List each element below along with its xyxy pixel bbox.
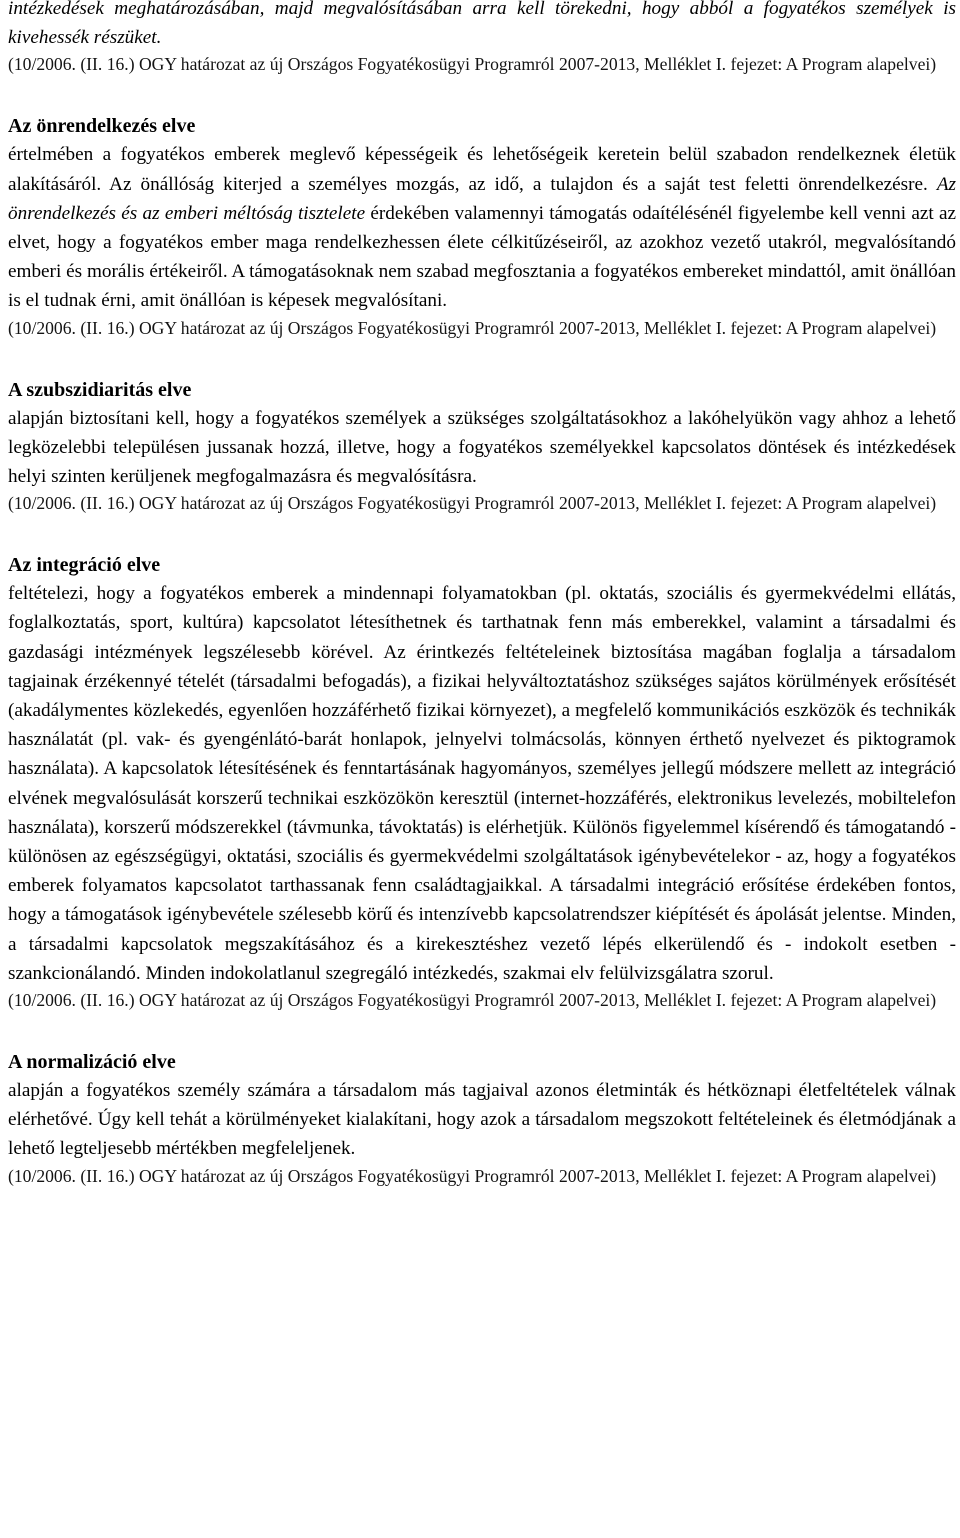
source-citation: (10/2006. (II. 16.) OGY határozat az új Országos Fogyatékosügyi Programról 2007-2013, Melléklet I. fejezet: A Program alapelvei) — [8, 990, 937, 1011]
section-body: alapján biztosítani kell, hogy a fogyatékos személyek a szükséges szolgáltatásokhoz a lakóhelyükön vagy ahhoz a lehető legközelebbi településen jussanak hozzá, illetve, hogy a fogyatékos személyekkel kapcsolatos döntések és intézkedések helyi szinten kerüljenek megfogalmazásra és megvalósításra. — [8, 407, 956, 488]
section-normalization — [8, 1048, 956, 1189]
intro-block — [8, 0, 956, 77]
section-heading: A normalizáció elve — [8, 1051, 176, 1074]
section-subsidiarity — [8, 376, 956, 517]
source-citation: (10/2006. (II. 16.) OGY határozat az új Országos Fogyatékosügyi Programról 2007-2013, Melléklet I. fejezet: A Program alapelvei) — [8, 493, 937, 514]
document-page — [8, 0, 956, 1189]
section-body: alapján a fogyatékos személy számára a társadalom más tagjaival azonos életminták és hétköznapi életfeltételek válnak elérhetővé. Úgy kell tehát a körülményeket kialakítani, hogy azok a társadalom megszokott feltételeinek és életmódjának a lehető legteljesebb mértékben megfeleljenek. — [8, 1080, 956, 1160]
section-heading: Az integráció elve — [8, 554, 161, 577]
section-heading: Az önrendelkezés elve — [8, 115, 196, 138]
section-body: feltételezi, hogy a fogyatékos emberek a mindennapi folyamatokban (pl. oktatás, szociális és gyermekvédelmi ellátás, foglalkoztatás, sport, kultúra) kapcsolatot létesíthetnek és tarthatnak fenn más emberekkel, valamint a társadalmi és gazdasági intézmények legszélesebb körével. Az érintkezés feltételeinek biztosítása magában foglalja a társadalom tagjainak érzékennyé tételét (társadalmi befogadás), a fizikai helyváltoztatáshoz szükséges sajátos körülmények erősítését (akadálymentes közlekedés, egyenlően hozzáférhető fizikai környezet), a megfelelő kommunikációs eszközök és technikák használatát (pl. vak- és gyengénlátó-barát honlapok, jelnyelvi tolmácsolás, könnyen érthető nyelvezet és piktogramok használata). A kapcsolatok létesítésének és fenntartásának hagyományos, személyes jellegű módszere mellett az integráció elvének megvalósulását korszerű technikai eszközökön keresztül (internet-hozzáférés, elektronikus levelezés, mobiltelefon használata), korszerű módszerekkel (távmunka, távoktatás) is elérhetjük. Különös figyelemmel kísérendő és támogatandó - különösen az egészségügyi, oktatási, szociális és gyermekvédelmi szolgáltatások igénybevételekor - az, hogy a fogyatékos emberek folyamatos kapcsolatot tarthassanak fenn családtagjaikkal. A társadalmi integráció erősítése érdekében fontos, hogy a támogatások igénybevétele szélesebb körű és intenzívebb kapcsolatrendszer kiépítését és ápolását jelentse. Minden, a társadalmi kapcsolatok megszakításához és a kirekesztéshez vezető lépés elkerülendő és - indokolt esetben - szankcionálandó. Minden indokolatlanul szegregáló intézkedés, szakmai elv felülvizsgálatra szorul. — [8, 583, 956, 984]
section-self-determination — [8, 112, 956, 340]
source-citation: (10/2006. (II. 16.) OGY határozat az új Országos Fogyatékosügyi Programról 2007-2013, Melléklet I. fejezet: A Program alapelvei) — [8, 1165, 937, 1186]
source-citation: (10/2006. (II. 16.) OGY határozat az új Országos Fogyatékosügyi Programról 2007-2013, Melléklet I. fejezet: A Program alapelvei) — [8, 317, 937, 338]
intro-text: intézkedések meghatározásában, majd megvalósításában arra kell törekedni, hogy abból a fogyatékos személyek is kivehessék részüket. — [8, 0, 956, 49]
section-heading: A szubszidiaritás elve — [8, 378, 192, 401]
intro-source-citation: (10/2006. (II. 16.) OGY határozat az új Országos Fogyatékosügyi Programról 2007-2013, Melléklet I. fejezet: A Program alapelvei) — [8, 54, 937, 75]
body-text: érdekében valamennyi támogatás odaítélésénél figyelembe kell venni azt az elvet, hogy a fogyatékos ember maga rendelkezhessen élete célkitűzéseiről, az azokhoz vezető utakról, megvalósítandó emberi és morális értékeiről. A támogatásoknak nem szabad megfosztania a fogyatékos embereket mindattól, amit önállóan is el tudnak érni, amit önállóan is képesek megvalósítani. — [8, 202, 956, 312]
section-integration — [8, 551, 956, 1013]
body-italic-text: Az önrendelkezés és az emberi méltóság tisztelete — [8, 173, 956, 224]
section-body — [8, 140, 956, 315]
body-text: értelmében a fogyatékos emberek meglevő képességeik és lehetőségeik keretein belül szabadon rendelkeznek életük alakításáról. Az önállóság kiterjed a személyes mozgás, az idő, a tulajdon és a saját test feletti önrendelkezésre. — [8, 144, 956, 195]
